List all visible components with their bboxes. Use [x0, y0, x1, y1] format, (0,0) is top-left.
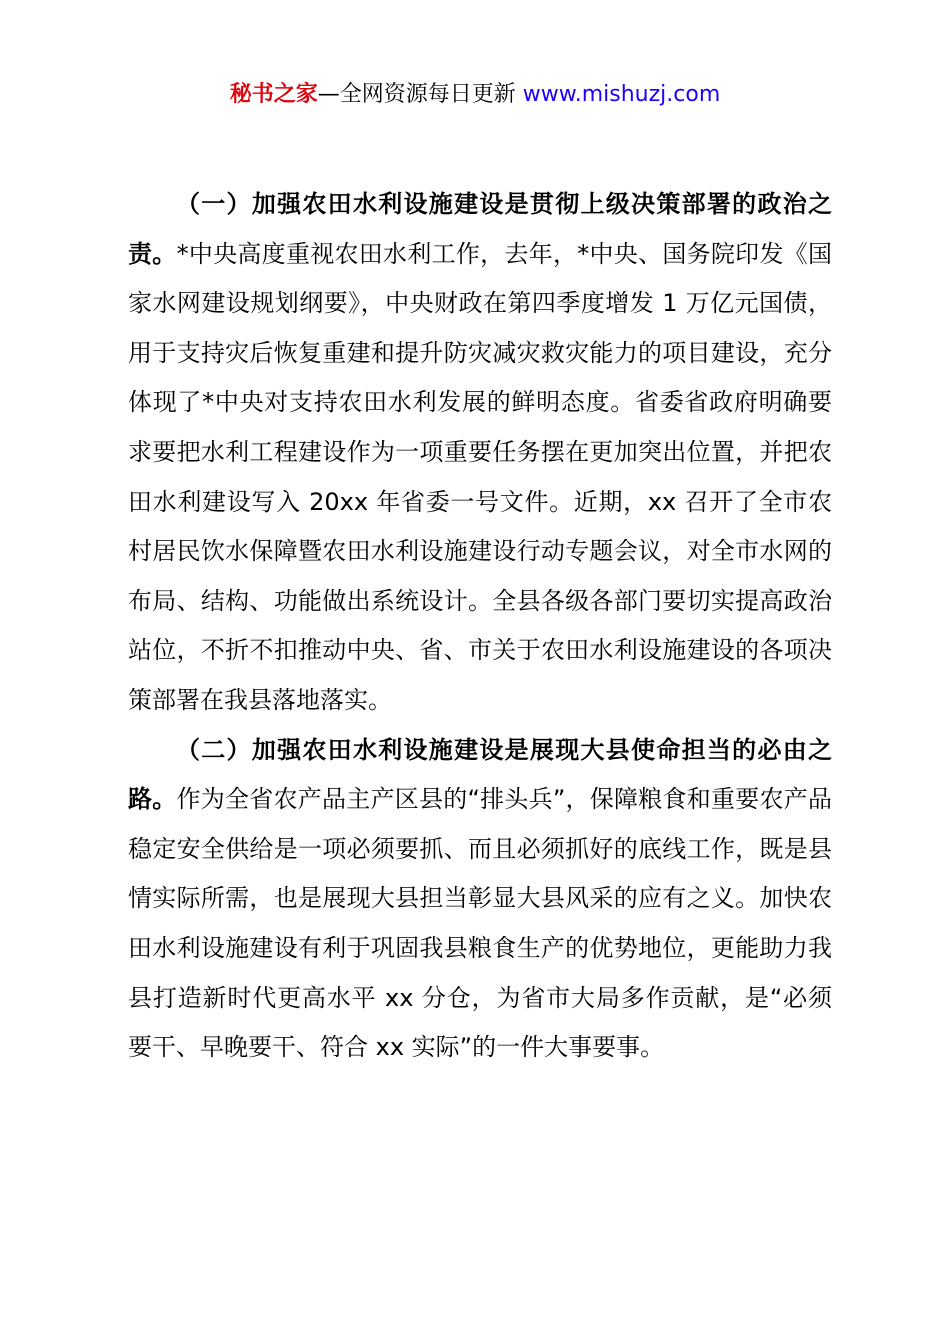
paragraph-2	[128, 726, 832, 1073]
document-body	[128, 180, 832, 1073]
paragraph-2-text: 作为全省农产品主产区县的“排头兵”，保障粮食和重要农产品稳定安全供给是一项必须要抓、而且必须抓好的底线工作，既是县情实际所需，也是展现大县担当彰显大县风采的应有之义。加快农田水利设施建设有利于巩固我县粮食生产的优势地位，更能助力我县打造新时代更高水平 xx 分仓，为省市大局多作贡献，是“必须要干、早晚要干、符合 xx 实际”的一件大事要事。	[128, 785, 832, 1062]
paragraph-1	[128, 180, 832, 726]
paragraph-2-heading: （二）加强农田水利设施建设是展现大县使命担当的必由之路。	[128, 735, 832, 814]
paragraph-1-heading: （一）加强农田水利设施建设是贯彻上级决策部署的政治之责。	[128, 190, 832, 268]
brand-name: 秘书之家	[229, 82, 318, 107]
header-slogan: —全网资源每日更新	[317, 82, 523, 107]
paragraph-1-text: *中央高度重视农田水利工作，去年，*中央、国务院印发《国家水网建设规划纲要》，中央财政在第四季度增发 1 万亿元国债，用于支持灾后恢复重建和提升防灾减灾救灾能力的项目建设，充分体现了*中央对支持农田水利发展的鲜明态度。省委省政府明确要求要把水利工程建设作为一项重要任务摆在更加突出位置，并把农田水利建设写入 20xx 年省委一号文件。近期，xx 召开了全市农村居民饮水保障暨农田水利设施建设行动专题会议，对全市水网的布局、结构、功能做出系统设计。全县各级各部门要切实提高政治站位，不折不扣推动中央、省、市关于农田水利设施建设的各项决策部署在我县落地落实。	[128, 239, 833, 714]
site-url-link[interactable]: www.mishuzj.com	[522, 82, 721, 107]
page-header	[0, 78, 950, 112]
